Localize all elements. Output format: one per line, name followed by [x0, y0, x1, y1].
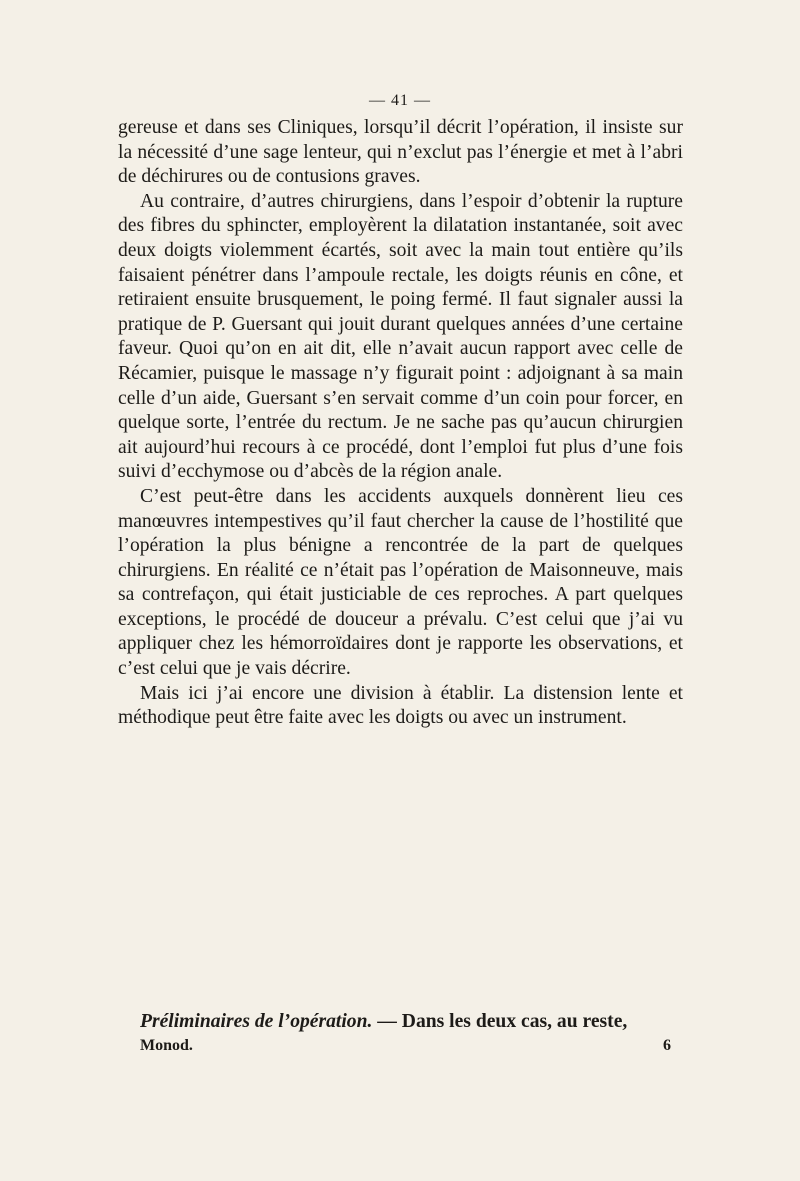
signature-number: 6 — [663, 1037, 671, 1054]
page-number: — 41 — — [369, 92, 431, 109]
section-text: — Dans les deux cas, au reste, — [372, 1011, 628, 1032]
paragraph-4: Mais ici j’ai encore une division à établir. La distension lente et méthodique peut être faite avec les doigts ou avec un instrument. — [118, 682, 683, 729]
paragraph-3: C’est peut-être dans les accidents auxquels donnèrent lieu ces manœuvres intempestives qu’il faut chercher la cause de l’hostilité que l’opération la plus bénigne a rencontrée de la part de quelques chirurgiens. En réalité ce n’était pas l’opération de Maisonneuve, mais sa contrefaçon, qui était justiciable de ces reproches. A part quelques exceptions, le procédé de douceur a prévalu. C’est celui que j’ai vu appliquer chez les hémorroïdaires dont je rapporte les observations, et c’est celui que je vais décrire. — [118, 485, 683, 680]
body-text — [118, 116, 683, 731]
printer-signature: Monod. — [140, 1037, 193, 1054]
signature-line — [140, 1037, 683, 1055]
paragraph-1: gereuse et dans ses Cliniques, lorsqu’il décrit l’opération, il insiste sur la nécessité d’une sage lenteur, qui n’exclut pas l’énergie et met à l’abri de déchirures ou de contusions graves. — [118, 117, 683, 188]
paragraph-2: Au contraire, d’autres chirurgiens, dans l’espoir d’obtenir la rupture des fibres du sphincter, employèrent la dilatation instantanée, soit avec deux doigts violemment écartés, soit avec la main tout entière qu’ils faisaient pénétrer dans l’ampoule rectale, les doigts réunis en cône, et retiraient ensuite brusquement, le poing fermé. Il faut signaler aussi la pratique de P. Guersant qui jouit durant quelques années d’une certaine faveur. Quoi qu’on en ait dit, elle n’avait aucun rapport avec celle de Récamier, puisque le massage n’y figurait point : adjoignant à sa main celle d’un aide, Guersant s’en servait comme d’un coin pour forcer, en quelque sorte, l’entrée du rectum. Je ne sache pas qu’aucun chirurgien ait aujourd’hui recours à ce procédé, dont l’emploi fut plus d’une fois suivi d’ecchymose ou d’abcès de la région anale. — [118, 190, 683, 483]
section-heading: Préliminaires de l’opération. — [140, 1011, 373, 1032]
section-line — [140, 1010, 683, 1035]
